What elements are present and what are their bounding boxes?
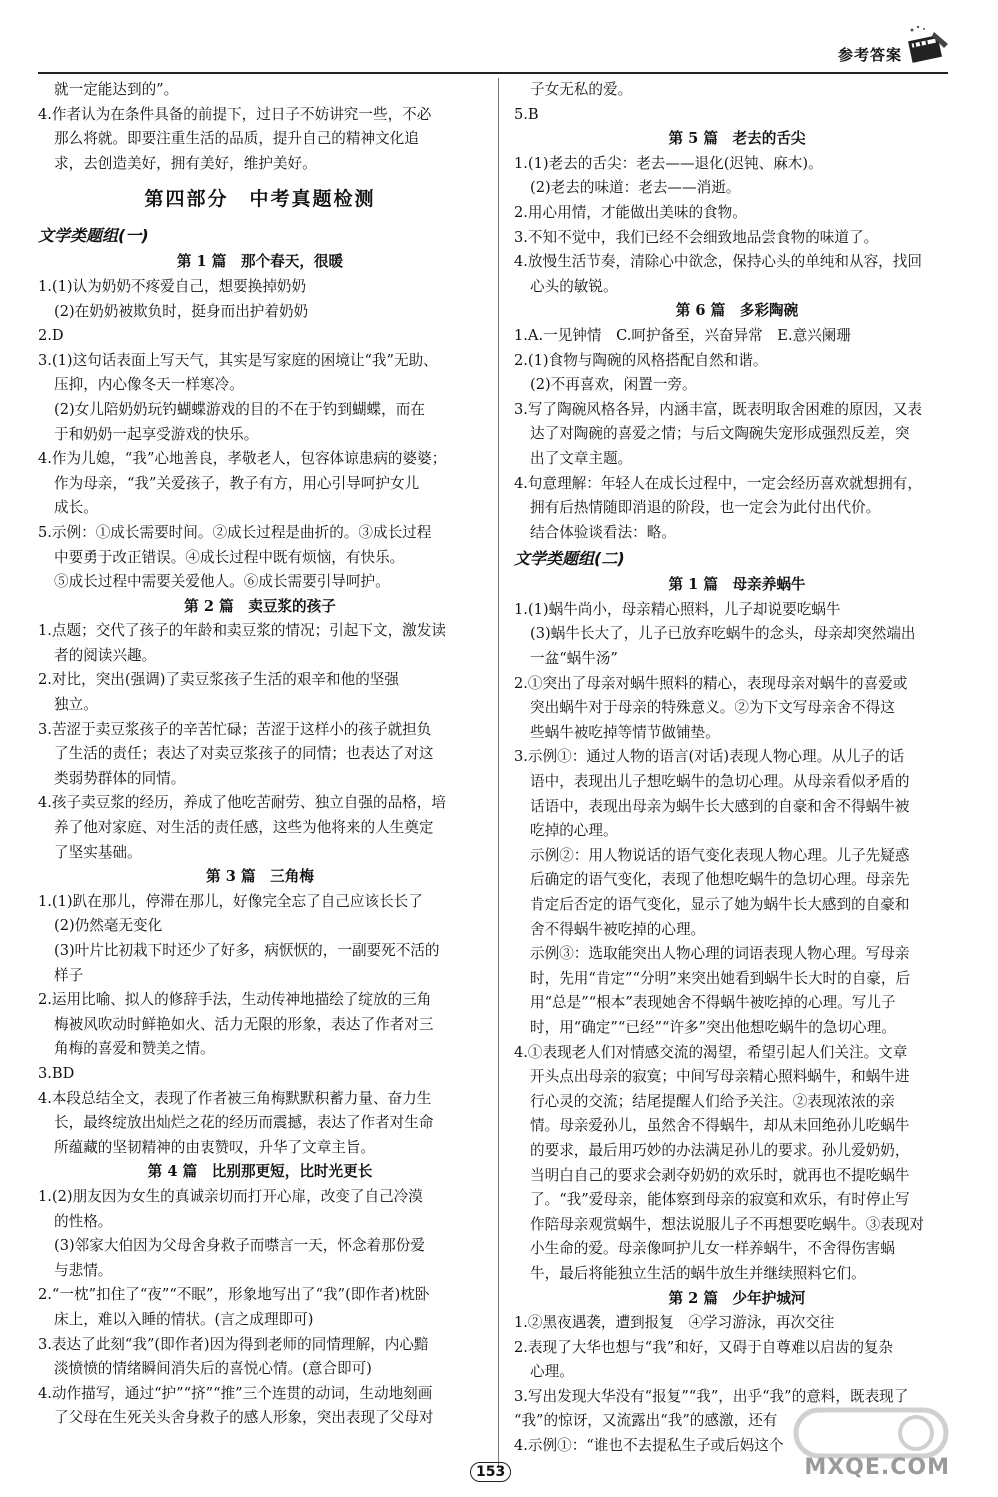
answer-line: 2.“一枕”扣住了“夜”“不眠”，形象地写出了“我”(即作者)枕卧	[38, 1286, 430, 1304]
answer-line: 压抑，内心像冬天一样寒冷。	[54, 376, 244, 394]
answer-line: 1.(1)趴在那儿，停滞在那儿，好像完全忘了自己应该长长了	[38, 892, 423, 910]
article-title: 第 5 篇 老去的舌尖	[668, 130, 806, 148]
answer-line: 者的阅读兴趣。	[54, 646, 157, 664]
article-title: 第 6 篇 多彩陶碗	[675, 302, 799, 320]
header-rule	[38, 72, 948, 74]
group-heading: 文学类题组(一)	[38, 226, 149, 246]
answer-line: 了生活的责任；表达了对卖豆浆孩子的同情；也表达了对这	[54, 745, 434, 763]
answer-line: 心头的敏锐。	[530, 277, 618, 295]
group-heading: 文学类题组(二)	[514, 549, 625, 569]
answer-line: 5.示例：①成长需要时间。②成长过程是曲折的。③成长过程	[38, 523, 432, 541]
answer-line: 3.示例①：通过人物的语言(对话)表现人物心理。从儿子的话	[514, 748, 905, 766]
answer-line: 与悲情。	[54, 1261, 113, 1279]
article-title: 第 3 篇 三角梅	[206, 868, 314, 886]
answer-line: 2.D	[38, 327, 64, 345]
answer-line: 4.动作描写，通过“护”“挤”“推”三个连贯的动词，生动地刻画	[38, 1384, 433, 1402]
answer-line: 后确定的语气变化，表现了他想吃蜗牛的急切心理。母亲先	[530, 871, 910, 889]
answer-line: 中要勇于改正错误。④成长过程中既有烦恼，有快乐。	[54, 548, 405, 566]
watermark-text: MXQE.COM	[804, 1455, 950, 1480]
answer-line: 淡愤愤的情绪瞬间消失后的喜悦心情。(意合即可)	[54, 1360, 372, 1378]
answer-line: 3.写了陶碗风格各异，内涵丰富，既表明取舍困难的原因，又表	[514, 400, 922, 418]
answer-line: 作为母亲，“我”关爱孩子，教子有方，用心引导呵护女儿	[54, 474, 420, 492]
answer-line: 求，去创造美好，拥有美好，维护美好。	[54, 154, 317, 172]
answer-line: (2)在奶奶被欺负时，挺身而出护着奶奶	[54, 302, 309, 320]
answer-line: 2.对比，突出(强调)了卖豆浆孩子生活的艰辛和他的坚强	[38, 671, 399, 689]
page-number: 153	[470, 1462, 511, 1482]
answer-line: 语中，表现出儿子想吃蜗牛的急切心理。从母亲看似矛盾的	[530, 773, 910, 791]
answer-line: 于和奶奶一起享受游戏的快乐。	[54, 425, 259, 443]
answer-line: 话语中，表现出母亲为蜗牛长大感到的自豪和舍不得蜗牛被	[530, 797, 910, 815]
answer-line: 4.本段总结全文，表现了作者被三角梅默默积蓄力量、奋力生	[38, 1089, 432, 1107]
answer-line: (2)女儿陪奶奶玩钓蝴蝶游戏的目的不在于钓到蝴蝶，而在	[54, 400, 425, 418]
answer-line: 示例③：选取能突出人物心理的词语表现人物心理。写母亲	[530, 945, 910, 963]
answer-line: 1.②黑夜遇袭，遭到报复 ④学习游泳，再次交往	[514, 1314, 835, 1332]
answer-line: 4.①表现老人们对情感交流的渴望，希望引起人们关注。文章	[514, 1043, 908, 1061]
answer-line: 肯定后否定的语气变化，显示了她为蜗牛长大感到的自豪和	[530, 896, 910, 913]
left-column	[38, 78, 482, 1431]
answer-line: 成长。	[54, 499, 98, 517]
answer-line: 行心灵的交流；结尾提醒人们给予关注。②表现浓浓的亲	[530, 1092, 895, 1110]
answer-line: 3.写出发现大华没有“报复”“我”，出乎“我”的意料，既表现了	[514, 1387, 909, 1405]
answer-line: 达了对陶碗的喜爱之情；与后文陶碗失宠形成强烈反差，突	[530, 425, 910, 443]
answer-line: “我”的惊讶，又流露出“我”的感激，还有	[514, 1412, 778, 1430]
answer-line: 当明白自己的要求会剥夺奶奶的欢乐时，就再也不提吃蜗牛	[530, 1166, 910, 1184]
answer-line: 了坚实基础。	[54, 843, 142, 861]
answer-line: 1.A.一见钟情 C.呵护备至，兴奋异常 E.意兴阑珊	[514, 326, 851, 344]
answer-line: 作陪母亲观赏蜗牛，想法说服儿子不再想要吃蜗牛。③表现对	[530, 1215, 925, 1233]
answer-line: 1.(1)认为奶奶不疼爱自己，想要换掉奶奶	[38, 277, 307, 295]
answer-line: 4.作者认为在条件具备的前提下，过日子不妨讲究一些，不必	[38, 105, 432, 123]
answer-line: 子女无私的爱。	[530, 81, 633, 98]
answer-line: (3)邻家大伯因为父母舍身救子而噤言一天，怀念着那份爱	[54, 1237, 425, 1255]
answer-line: 角梅的喜爱和赞美之情。	[54, 1040, 215, 1058]
film-clapper-icon	[904, 22, 950, 68]
answer-line: 情。母亲爱孙儿，虽然舍不得蜗牛，却从未回绝孙儿吃蜗牛	[530, 1117, 910, 1135]
answer-line: 了。“我”爱母亲，能体察到母亲的寂寞和欢乐，有时停止写	[530, 1191, 910, 1209]
answer-line: 1.(1)老去的舌尖：老去——退化(迟钝、麻木)。	[514, 154, 823, 172]
article-title: 第 4 篇 比别那更短，比时光更长	[147, 1163, 373, 1181]
answer-line: 小生命的爱。母亲像呵护儿女一样养蜗牛，不舍得伤害蜗	[530, 1240, 895, 1258]
answer-line: 3.表达了此刻“我”(即作者)因为得到老师的同情理解，内心黯	[38, 1335, 429, 1353]
column-divider	[498, 78, 499, 1468]
answer-line: 2.表现了大华也想与“我”和好，又碍于自尊难以启齿的复杂	[514, 1338, 894, 1356]
answer-line: 3.(1)这句话表面上写天气，其实是写家庭的困境让“我”无助、	[38, 351, 438, 369]
answer-line: (2)老去的味道：老去——消逝。	[530, 179, 741, 197]
answer-line: (2)不再喜欢，闲置一旁。	[530, 376, 697, 394]
answer-line: 4.孩子卖豆浆的经历，养成了他吃苦耐劳、独立自强的品格，培	[38, 794, 446, 812]
answer-line: (3)叶片比初栽下时还少了好多，病恹恹的，一副要死不活的	[54, 942, 440, 959]
answer-line: 1.点题；交代了孩子的年龄和卖豆浆的情况；引起下文，激发读	[38, 622, 446, 640]
answer-line: 那么将就。即要注重生活的品质，提升自己的精神文化追	[54, 130, 419, 148]
answer-line: 独立。	[54, 696, 98, 714]
answer-line: 了父母在生死关头舍身救子的感人形象，突出表现了父母对	[54, 1409, 434, 1427]
answer-line: 的性格。	[54, 1212, 113, 1230]
answer-line: 的要求，最后用巧妙的办法满足孙儿的要求。孙儿爱奶奶，	[530, 1141, 910, 1159]
answer-line: 养了他对家庭、对生活的责任感，这些为他将来的人生奠定	[54, 819, 434, 837]
answer-line: 用“总是”“根本”表现她舍不得蜗牛被吃掉的心理。写儿子	[530, 994, 896, 1012]
answer-line: 结合体验谈看法：略。	[530, 523, 676, 541]
right-column	[514, 78, 960, 1459]
answer-line: 样子	[54, 966, 84, 984]
answer-line: 牛，最后将能独立生活的蜗牛放生并继续照料它们。	[530, 1264, 866, 1282]
article-title: 第 2 篇 卖豆浆的孩子	[184, 597, 336, 615]
answer-line: ⑤成长过程中需要关爱他人。⑥成长需要引导呵护。	[54, 573, 390, 591]
article-title: 第 1 篇 那个春天，很暖	[176, 253, 344, 271]
answer-line: 出了文章主题。	[530, 449, 633, 467]
answer-line: 些蜗牛被吃掉等情节做铺垫。	[530, 723, 720, 741]
answer-line: 4.放慢生活节奏，清除心中欲念，保持心头的单纯和从容，找回	[514, 253, 922, 271]
answer-line: 突出蜗牛对于母亲的特殊意义。②为下文写母亲舍不得这	[530, 699, 895, 717]
answer-line: 3.BD	[38, 1064, 75, 1082]
answer-line: 床上，难以入睡的情状。(言之成理即可)	[54, 1310, 314, 1328]
answer-line: 拥有后热情随即消退的阶段，也一定会为此付出代价。	[530, 499, 881, 517]
answer-line: 1.(1)蜗牛尚小，母亲精心照料，儿子却说要吃蜗牛	[514, 600, 841, 618]
answer-line: 3.苦涩于卖豆浆孩子的辛苦忙碌；苦涩于这样小的孩子就担负	[38, 720, 432, 738]
answer-line: 示例②：用人物说话的语气变化表现人物心理。儿子先疑惑	[530, 846, 910, 864]
answer-line: 长，最终绽放出灿烂之花的经历而震撼，表达了作者对生命	[54, 1114, 434, 1132]
answer-line: 所蕴藏的坚韧精神的由衷赞叹，升华了文章主旨。	[54, 1138, 376, 1156]
answer-line: 5.B	[514, 105, 539, 123]
answer-line: 1.(2)朋友因为女生的真诚亲切而打开心扉，改变了自己冷漠	[38, 1187, 423, 1205]
article-title: 第 2 篇 少年护城河	[668, 1289, 806, 1307]
answer-line: 一盆“蜗牛汤”	[530, 650, 618, 668]
answer-line: 吃掉的心理。	[530, 822, 618, 840]
article-title: 第 1 篇 母亲养蜗牛	[668, 576, 806, 594]
answer-line: 舍不得蜗牛被吃掉的心理。	[530, 920, 706, 938]
answer-line: 4.作为儿媳，“我”心地善良，孝敬老人，包容体谅患病的婆婆；	[38, 450, 447, 468]
answer-line: 开头点出母亲的寂寞；中间写母亲精心照料蜗牛，和蜗牛进	[530, 1068, 910, 1086]
answer-line: (3)蜗牛长大了，儿子已放弃吃蜗牛的念头，母亲却突然端出	[530, 625, 916, 643]
answer-line: 4.示例①：“谁也不去提私生子或后妈这个	[514, 1437, 784, 1455]
answer-line: 2.运用比喻、拟人的修辞手法，生动传神地描绘了绽放的三角	[38, 991, 432, 1009]
answer-line: 心理。	[530, 1363, 574, 1381]
answer-line: 类弱势群体的同情。	[54, 769, 186, 787]
answer-line: 2.①突出了母亲对蜗牛照料的精心，表现母亲对蜗牛的喜爱或	[514, 674, 908, 692]
answer-line: 梅被风吹动时鲜艳如火、活力无限的形象，表达了作者对三	[54, 1015, 434, 1033]
header-title: 参考答案	[837, 46, 902, 64]
section-heading: 第四部分 中考真题检测	[144, 188, 376, 211]
answer-line: 4.句意理解：年轻人在成长过程中，一定会经历喜欢就想拥有，	[514, 474, 922, 492]
answer-line: 就一定能达到的”。	[54, 81, 179, 98]
answer-line: 时，先用“肯定”“分明”来突出她看到蜗牛长大时的自豪，后	[530, 969, 911, 987]
answer-line: 3.不知不觉中，我们已经不会细致地品尝食物的味道了。	[514, 228, 879, 246]
answer-line: 2.(1)食物与陶碗的风格搭配自然和谐。	[514, 351, 768, 369]
answer-line: (2)仍然毫无变化	[54, 917, 163, 935]
answer-line: 2.用心用情，才能做出美味的食物。	[514, 203, 747, 221]
answer-line: 时，用“确定”“已经”“许多”突出他想吃蜗牛的急切心理。	[530, 1018, 896, 1036]
